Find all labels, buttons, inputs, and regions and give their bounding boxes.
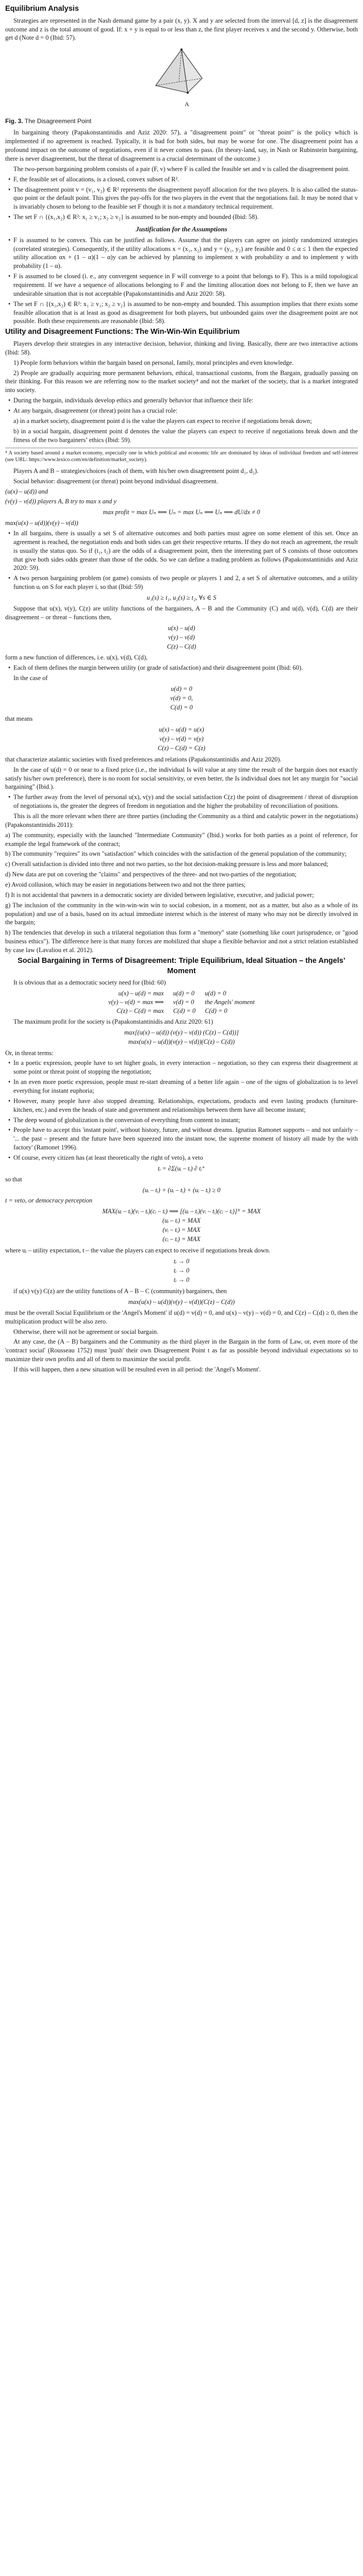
- paragraph-utility-1: Players develop their strategies in any interactive decision, behavior, thinking and living. Basically, there are two interactive actions (Ibid: 58).: [5, 340, 358, 356]
- s3-paragraph-1: It is obvious that as a democratic society need for (Ibid: 60): [13, 979, 166, 987]
- characterize-paragraph: that characterize atalantic societies with fixed preferences and relations (Papakonstantinidis and Aziz 2020).: [5, 755, 282, 763]
- bullet-poetic-2: • In an even more poetic expression, people must re-start dreaming of a better life again – one of the signs of globalization is to level everything for instant euphoria;: [5, 1078, 358, 1095]
- paragraph-utility-2: 1) People form behaviors within the bargain based on personal, family, moral principles and even knowledge.: [13, 359, 294, 366]
- eq-angels-system: u(x) – u(d) = max v(y) – v(d) = max ⟺ C(z) – C(d) = max u(d) = 0 v(d) = 0 C(d) = 0 u(d) = 0 the Angels' moment C(d) = 0: [108, 990, 255, 1014]
- eq-max-profit: max profit = max Uₙ ⟺ Uₙ = max Uₙ ⟹ Uₙ ⟹ dU/dx ≠ 0: [103, 509, 260, 516]
- bullet-disagreement-point: • The disagreement point v = (v₁, v₂) ∈ R² represents the disagreement payoff allocation for the two players. It is also called the status-quo point or the default point. This gives the pay-offs for the two players in the event that the negotiations fail. It may be noted that v is invariably chosen to belong to the feasible set F though it is not a mandatory technical requirement.: [5, 185, 358, 212]
- section-heading-equilibrium: Equilibrium Analysis: [5, 5, 79, 13]
- eq-t-limits: tᵢ → 0 tᵢ → 0 tᵢ → 0: [173, 1258, 190, 1284]
- eq-so-that: (uᵢ – tᵢ) + (uᵢ – tᵢ) + (uᵢ – tᵢ) ≥ 0: [142, 1186, 221, 1194]
- case-paragraph: In the case of u(d) = 0 or near to a fixed price (i.e., the individual Is will value at any time the result of the bargain does not exactly satisfy his/her own preference), there is no room for social sensitivity, or even better, the Is individual does not let any margin for "social bargaining" (Ibid.).: [5, 766, 358, 791]
- bullet-convex: • F is assumed to be convex. This can be justified as follows. Assume that the players can agree on jointly randomized strategies (correlated strategies). Consequently, if the utility allocations x = (x₁, x₂) and y = (y₁, y₂) are feasible and 0 ≤ α ≤ 1 then the expected utility allocation αx + (1 – α)(1 – α)y can be achieved by planning to implement x with probability α and to implement y with probability (1 – α).: [5, 236, 358, 270]
- bullet-veto: • Of course, every citizen has (at least theoretically the right of veto), a veto: [5, 1154, 358, 1162]
- section-heading-social: Social Bargaining in Terms of Disagreement: Triple Equilibrium, Ideal Situation – the Angels’ Moment: [18, 956, 345, 975]
- bullet-instant: • People have to accept this 'instant point', without history, future, and without dreams. Ignatius Ramonet supports – and not unfairly – '... the past – present and the future have been squeezed into the instant now, the supreme moment of history all made by the with factory' (Ramonet 1996).: [5, 1126, 358, 1152]
- so-that-label: so that: [5, 1175, 22, 1183]
- figure-label-a: A: [185, 100, 189, 108]
- closing-paragraph-2: Otherwise, there will not be agreement or social bargain.: [13, 1328, 159, 1335]
- item-a: a) The community, especially with the launched "Intermediate Community" (Ibid.) works for both parties as a point of reference, for example the legal framework of the contract;: [5, 831, 358, 848]
- eq-zero: u(d) = 0 v(d) = 0, C(d) = 0: [170, 685, 193, 711]
- bullet-nonempty: • The set F ∩ {(x₁,x₂) ∈ R²: x₁ ≥ v₁; x₂ ≥ v₂} is assumed to be non-empty and bounded (Ibid: 58).: [5, 213, 358, 222]
- that-means-label: that means: [5, 715, 33, 723]
- intro-paragraph: Strategies are represented in the Nash demand game by a pair (x, y). X and y are selected from the interval [d, z] is the disagreement outcome and z is the total amount of good. If: x + y is equal to or less than z, the first player receives x and the second y. Otherwise, both get d (Note d = 0 (Ibid: 57).: [5, 16, 358, 42]
- players-paragraph: Players A and B – strategies/choices (each of them, with his/her own disagreement point d₁, d₂).: [13, 467, 259, 474]
- eq-differences: u(x) – u(d) v(y) – v(d) C(z) – C(d): [167, 624, 196, 650]
- bullet-ethics: • During the bargain, individuals develop ethics and generally behavior that influence their life:: [5, 396, 358, 405]
- eq-utility-1: (u(x) – u(d)) and: [5, 487, 48, 495]
- bullet-threat-point: • At any bargain, disagreement (or threat) point has a crucial role:: [5, 406, 358, 415]
- bullet-dreaming: • However, many people have also stopped dreaming. Relationships, expectations, products and even lasting products (furniture-kitchen, etc.) and even the heads of state and government and relationships between them have all become instant;: [5, 1097, 358, 1114]
- sub-item-b: b) in a social bargain, disagreement point d denotes the value the players can expect to receive if negotiations break down and the fitness of the two bargainers’ ethics (Ibid: 59).: [13, 427, 358, 444]
- where-paragraph: where uᵢ – utility expectation, t – the value the players can expect to receive if negotiations break down.: [5, 1247, 270, 1255]
- bullet-bargain-set: • In all bargains, there is usually a set S of alternative outcomes and both parties must agree on some element of this set. Once an agreement is reached, the negotiation ends and both sides can get their respective returns. If they do not reach an agreement, the result is usually the status quo. So if (t₁, t₂) are the odds of a disagreement point, then the interesting part of S consists of those outcomes that give both sides odds greater than those of the odds. So we can define a trading problem as follows (Papakonstantinidis and Aziz 2020: 59).: [5, 529, 358, 572]
- eq-max-society: max[(u(x) – u(d)) (v(y) – v(d)) (C(z) – C(d))] max(u(x) – u(d))(v(y) – v(d))(C(z) – C(d)): [124, 1028, 239, 1045]
- figure-caption: Fig. 3. The Disagreement Point: [5, 117, 92, 125]
- closing-paragraph-4: If this will happen, then a new situation will be resulted even in all period: the 'Angel's Moment'.: [13, 1365, 261, 1373]
- closing-paragraph-3: At any case, the (A – B) bargainers and the Community as the third player in the Bargain in the form of Law, or, even more of the 'contract social' (Rousseau 1752) must 'push' their own Disagreement Point t as far as possible beyond individual expectations so to maximize their own profits and all of them to maximize the social profit.: [5, 1338, 358, 1363]
- pyramid-diagram: [140, 45, 223, 112]
- eq-veto-label: t = veto, or democracy perception: [5, 1197, 92, 1205]
- eq-final: max(u(x) – u(d))(v(y) – v(d))(C(z) – C(d)): [128, 1298, 235, 1306]
- disagreement-figure: [5, 45, 358, 115]
- eq-utility-2: (v(y) – v(d)) players A, B try to max x and y: [5, 498, 117, 505]
- paragraph-disagreement-2: The two-person bargaining problem consists of a pair (F, v) where F is called the feasible set and v is called the disagreement point.: [13, 165, 350, 173]
- sub-item-a: a) in a market society, disagreement point d is the value the players can expect to receive if negotiations break down;: [13, 417, 312, 425]
- section-heading-utility: Utility and Disagreement Functions: The Win-Win-Win Equilibrium: [5, 328, 240, 336]
- eq-max-n: MAX(uᵢ – tᵢ)(vᵢ – tᵢ)(cᵢ – tᵢ) ⟹ [(uᵢ – tᵢ)(vᵢ – tᵢ)(cᵢ – tᵢ)]ᴺ = MAX (uᵢ – tᵢ) = MAX (vᵢ – tᵢ) = MAX (cᵢ – tᵢ) = MAX: [102, 1208, 261, 1243]
- justification-heading: Justification for the Assumptions: [136, 225, 227, 233]
- closing-paragraph-1: must be the overall Social Equilibrium or the 'Angel's Moment' if u(d) = v(d) = 0, and u(x) – v(y) – v(d) = 0, and C(z) – C(d) ≥ 0, then the multiplication product will be also zero.: [5, 1309, 358, 1325]
- item-c: c) Overall satisfaction is divided into three and not two parties, so the hot decision-making pressure is less and more balanced;: [5, 860, 328, 868]
- relevant-paragraph: This is all the more relevant when there are three parties (including the Community as a third and catalytic power in the negotiations) (Papakonstantinidis 2011):: [5, 812, 358, 828]
- maximum-paragraph: The maximum profit for the society is (Papakonstantinidis and Aziz 2020: 61): [13, 1018, 213, 1025]
- item-b: b) The community "requires" its own "satisfaction" which coincides with the satisfaction of the general population of the community;: [5, 850, 347, 858]
- eq-zero-2: u(x) – u(d) = u(x) v(y) – v(d) = v(y) C(z) – C(d) = C(z): [157, 725, 206, 752]
- eq-max-product: max(u(x) – u(d))(v(y) – v(d)): [5, 519, 78, 527]
- item-d: d) New data are put on covering the "claims" and perspectives of the three- and not two-parties of the negotiation;: [5, 871, 297, 878]
- item-h: h) The tendencies that develop in such a trilateral negotiation thus form a "memory" state (something like court jurisprudence, or "good business ethics"). The difference here is that many forces are mobilized that shape a flexible behavior and not a strict relation established by case law (Lavaliou et al. 2012).: [5, 929, 358, 954]
- suppose-paragraph: Suppose that u(x), v(y), C(z) are utility functions of the bargainers, A – B and the Community (C) and u(d), v(d), C(d) are their disagreement – or threat – functions then,: [5, 604, 358, 621]
- paragraph-disagreement-1: In bargaining theory (Papakonstantinidis and Aziz 2020: 57), a "disagreement point" or "threat point" is the policy which is implemented if no agreement is reached. Typically, it is bad for both sides, but may be worse for one. The disagreement point has a profound impact on the outcome of negotiations, even if it never comes to pass. (In theory-land, say, in Nash or Rubinstein bargaining, there is never disagreement, but the threat of disagreement is a crucial determinant of the outcome.): [5, 129, 358, 163]
- if-paragraph: if u(x) v(y) C(z) are the utility functions of A – B – C (community) bargainers, then: [13, 1287, 227, 1295]
- item-e: e) Avoid collusion, which may be easier in negotiations between two and not the three parties;: [5, 881, 246, 888]
- bullet-two-person: • A two person bargaining problem (or game) consists of two people or players 1 and 2, a set S of alternative outcomes, and a utility function uᵢ on S for each player i, so that (Ibid: 59): [5, 574, 358, 591]
- bullet-margin: • Each of them defines the margin between utility (or grade of satisfaction) and their disagreement point (Ibid: 60).: [5, 664, 358, 672]
- bullet-closed: • F is assumed to be closed (i. e., any convergent sequence in F will converge to a point that belongs to F). This is a mild topological requirement. If we have a sequence of allocations belonging to F and the limiting allocation does not belong to F, then we have an undesirable situation that is not acceptable (Papakonstantinidis and Aziz 2020: 58).: [5, 272, 358, 298]
- item-g: g) The inclusion of the community in the win-win-win win to social cohesion, in a moment, not as a matter, but also as a whole of its population) and use of a basis, based on its actual immediate interest which is the interest of many who may not be directly involved in the bargain;: [5, 901, 358, 926]
- in-case-label: In the case of: [13, 674, 48, 682]
- paragraph-utility-3: 2) People are gradually acquiring more permanent behaviors, ethical, transactional customs, from the Bargain, gradually passing on their thinking. For this reason we are referring now to the market society⁴ and not the market of the society, that is a market integrated into society.: [5, 369, 358, 394]
- bullet-bounded: • The set F ∩ {(x₁,x₂) ∈ R²: x₁ ≥ v₁; x₂ ≥ v₂} is assumed to be non-empty and bounded. This assumption implies that there exists some feasible allocation that is at least as good as disagreement for both players, but unbounded gains over the disagreement point are not possible. Both these requirements are reasonable (Ibid: 58).: [5, 300, 358, 326]
- form-paragraph: form a new function of differences, i.e. u(x), v(d), C(d),: [5, 654, 148, 662]
- or-terms-label: Or, in threat terms:: [5, 1049, 54, 1057]
- bullet-wound: • The deep wound of globalization is the conversion of everything from content to instant;: [5, 1116, 358, 1125]
- footnote: ⁴ A society based around a market economy, especially one in which political and economic life are dominated by ideas of individual freedom and self-interest (see URL: https://www.lexico.com/en/definition/market_society).: [5, 448, 358, 464]
- bullet-feasible-set: • F, the feasible set of allocations, is a closed, convex subset of R².: [5, 175, 358, 184]
- bullet-poetic-1: • In a poetic expression, people have to set higher goals, in every interaction – negotiation, so they can express their disagreement at some point or threat point of stopping the negotiation;: [5, 1059, 358, 1076]
- eq-inequality: u₁(s) ≥ t₁, u₂(s) ≥ t₂, ∀s ∈ S: [146, 594, 217, 601]
- eq-veto: tᵢ = ∂Σ(uᵢ – tᵢ) ∂ tᵢ⁺: [158, 1164, 205, 1172]
- item-f: f) It is not accidental that pawners in a democratic society are divided between legislative, executive, and judicial power;: [5, 891, 314, 899]
- social-behavior-paragraph: Social behavior: disagreement (or threat) point beyond individual disagreement.: [13, 477, 218, 485]
- bullet-further: • The further away from the level of personal u(x), v(y) and the social satisfaction C(z) the point of disagreement / threat of disruption of negotiations is, the greater the degrees of freedom in negotiation and the higher the probability of reconciliation of positions.: [5, 793, 358, 810]
